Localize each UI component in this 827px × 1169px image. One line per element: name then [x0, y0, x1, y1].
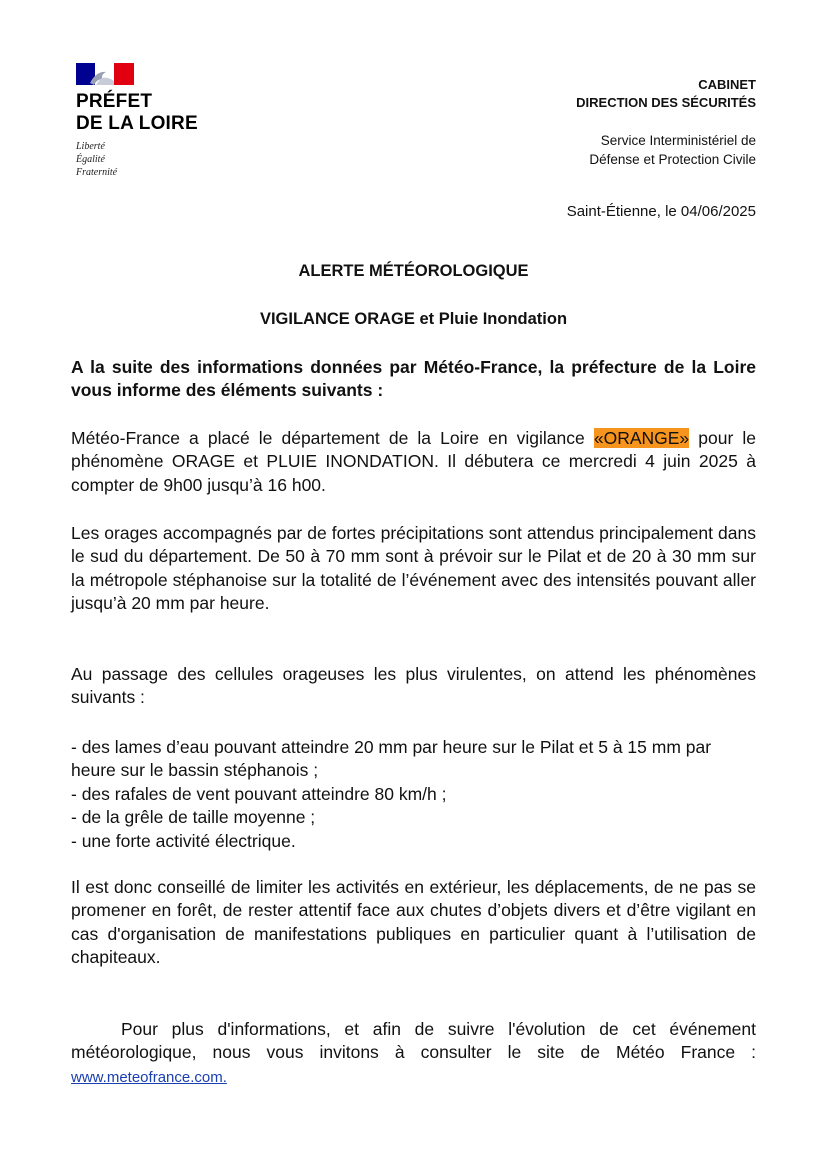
more-info-paragraph: [71, 1018, 756, 1089]
motto-egalite: Égalité: [76, 154, 105, 165]
motto-liberte: Liberté: [76, 141, 105, 152]
phenomena-intro-paragraph: Au passage des cellules orageuses les plus virulentes, on attend les phénomènes suivants :: [71, 664, 756, 708]
list-item: - des lames d’eau pouvant atteindre 20 mm par heure sur le Pilat et 5 à 15 mm par heure sur le bassin stéphanois ;: [71, 737, 712, 781]
document-date: Saint-Étienne, le 04/06/2025: [566, 203, 756, 220]
vigilance-title: VIGILANCE ORAGE et Pluie Inondation: [259, 310, 568, 328]
marianne-flag-icon: [76, 63, 134, 85]
orange-level-badge: «ORANGE»: [593, 428, 690, 448]
list-item: - de la grêle de taille moyenne ;: [71, 807, 316, 828]
direction-label: DIRECTION DES SÉCURITÉS: [576, 95, 756, 110]
cabinet-label: CABINET: [698, 77, 756, 92]
alert-title: ALERTE MÉTÉOROLOGIQUE: [298, 262, 529, 280]
logo-title-line1: PRÉFET: [76, 91, 153, 112]
logo-title-line2: DE LA LOIRE: [76, 113, 198, 134]
motto-fraternite: Fraternité: [76, 167, 118, 178]
more-info-text: Pour plus d'informations, et afin de suivre l'évolution de cet événement météorologique, nous vous invitons à consulter le site de Météo France :: [71, 1019, 756, 1063]
phenomena-list: [71, 736, 756, 853]
vigilance-text-after: pour le phénomène ORAGE et PLUIE INONDATION. Il débutera ce mercredi 4 juin 2025 à compter de 9h00 jusqu’à 16 h00.: [71, 428, 757, 495]
prefecture-logo: [76, 63, 236, 179]
intro-paragraph: A la suite des informations données par Météo-France, la préfecture de la Loire vous informe des éléments suivants :: [71, 357, 756, 401]
meteofrance-link[interactable]: www.meteofrance.com.: [71, 1068, 227, 1086]
precipitation-paragraph: Les orages accompagnés par de fortes précipitations sont attendus principalement dans le sud du département. De 50 à 70 mm sont à prévoir sur le Pilat et de 20 à 30 mm sur la métropole stéphanoise sur la totalité de l’événement avec des intensités pouvant aller jusqu’à 20 mm par heure.: [71, 523, 756, 614]
service-label: [396, 131, 756, 169]
sender-block: [396, 76, 756, 169]
vigilance-paragraph: [71, 427, 756, 497]
vigilance-text-before: Météo-France a placé le département de la Loire en vigilance: [71, 428, 594, 448]
logo-title: [76, 91, 236, 135]
republic-motto: [76, 140, 236, 179]
list-item: - des rafales de vent pouvant atteindre 80 km/h ;: [71, 783, 447, 804]
service-line1: Service Interministériel de: [600, 133, 756, 148]
advice-paragraph: Il est donc conseillé de limiter les activités en extérieur, les déplacements, de ne pas se promener en forêt, de rester attentif face aux chutes d’objets divers et d’être vigilant en cas d'organisation de manifestations publiques en particulier quant à l’utilisation de chapiteaux.: [71, 877, 756, 968]
list-item: - une forte activité électrique.: [71, 830, 296, 851]
service-line2: Défense et Protection Civile: [589, 152, 756, 167]
